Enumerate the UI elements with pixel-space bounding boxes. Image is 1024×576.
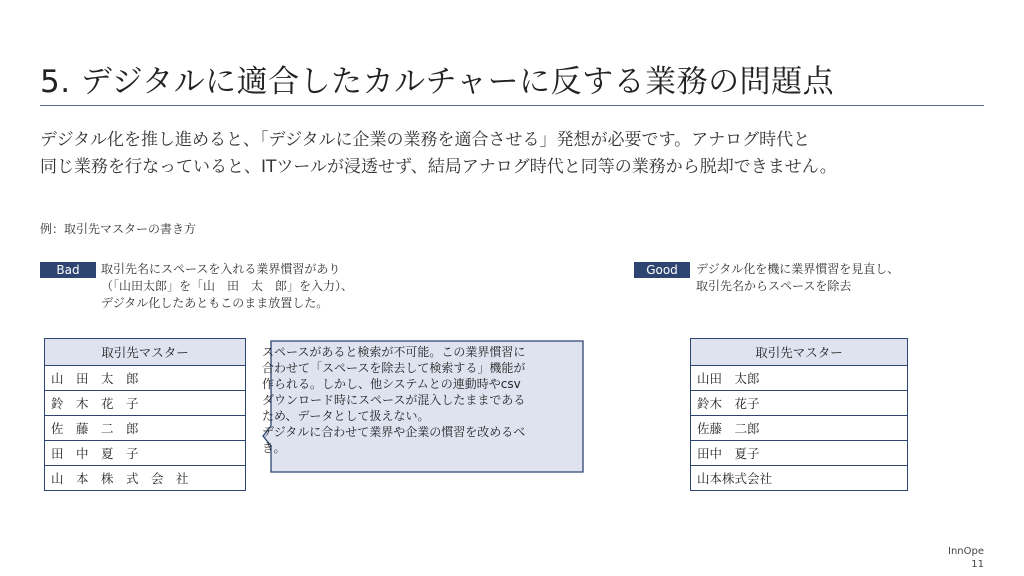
table-row (45, 391, 246, 416)
callout-text (262, 344, 580, 456)
good-desc-line: デジタル化を機に業界慣習を見直し、 (696, 262, 900, 276)
good-badge: Good (634, 262, 690, 278)
callout-line: き。 (262, 441, 286, 455)
lead-line: デジタル化を推し進めると、「デジタルに企業の業務を適合させる」発想が必要です。アナログ時代と (40, 130, 811, 150)
table-row (691, 416, 908, 441)
table-row (45, 441, 246, 466)
bad-desc-line: 取引先名にスペースを入れる業界慣習があり (101, 262, 341, 276)
slide-title: 5. デジタルに適合したカルチャーに反する業務の問題点 (40, 64, 835, 100)
table-header: 取引先マスター (691, 339, 908, 366)
bad-description (101, 261, 353, 312)
callout-line: デジタルに合わせて業界や企業の慣習を改めるべ (262, 425, 526, 439)
table-cell: 鈴 木 花 子 (45, 391, 246, 416)
table-cell: 山田 太郎 (691, 366, 908, 391)
good-master-table (690, 338, 908, 491)
table-row (691, 441, 908, 466)
example-label: 例：取引先マスターの書き方 (40, 222, 197, 236)
bad-desc-line: デジタル化したあともこのまま放置した。 (101, 296, 329, 310)
callout-line: 作られる。しかし、他システムとの連動時やcsv (262, 377, 521, 391)
table-row (45, 466, 246, 491)
table-row (691, 466, 908, 491)
lead-line: 同じ業務を行なっていると、ITツールが浸透せず、結局アナログ時代と同等の業務から脱却できません。 (40, 157, 837, 177)
callout-line: 合わせて「スペースを除去して検索する」機能が (262, 361, 526, 375)
table-cell: 佐藤 二郎 (691, 416, 908, 441)
footer-brand: InnOpe (948, 546, 984, 557)
callout-line: スペースがあると検索が不可能。この業界慣習に (262, 345, 526, 359)
good-desc-line: 取引先名からスペースを除去 (696, 279, 852, 293)
table-row (45, 366, 246, 391)
table-cell: 山 本 株 式 会 社 (45, 466, 246, 491)
table-cell: 鈴木 花子 (691, 391, 908, 416)
bad-badge: Bad (40, 262, 96, 278)
table-cell: 田中 夏子 (691, 441, 908, 466)
table-cell: 田 中 夏 子 (45, 441, 246, 466)
page-number: 11 (971, 559, 984, 570)
title-divider (40, 105, 984, 106)
table-row (691, 366, 908, 391)
table-cell: 山 田 太 郎 (45, 366, 246, 391)
callout-line: ダウンロード時にスペースが混入したままである (262, 393, 526, 407)
callout-line: ため、データとして扱えない。 (262, 409, 430, 423)
table-row (45, 416, 246, 441)
bad-master-table (44, 338, 246, 491)
table-cell: 佐 藤 二 郎 (45, 416, 246, 441)
table-cell: 山本株式会社 (691, 466, 908, 491)
table-header: 取引先マスター (45, 339, 246, 366)
lead-paragraph (40, 127, 990, 181)
bad-desc-line: （「山田太郎」を「山 田 太 郎」を入力）、 (101, 279, 354, 293)
good-description (696, 261, 899, 295)
table-row (691, 391, 908, 416)
